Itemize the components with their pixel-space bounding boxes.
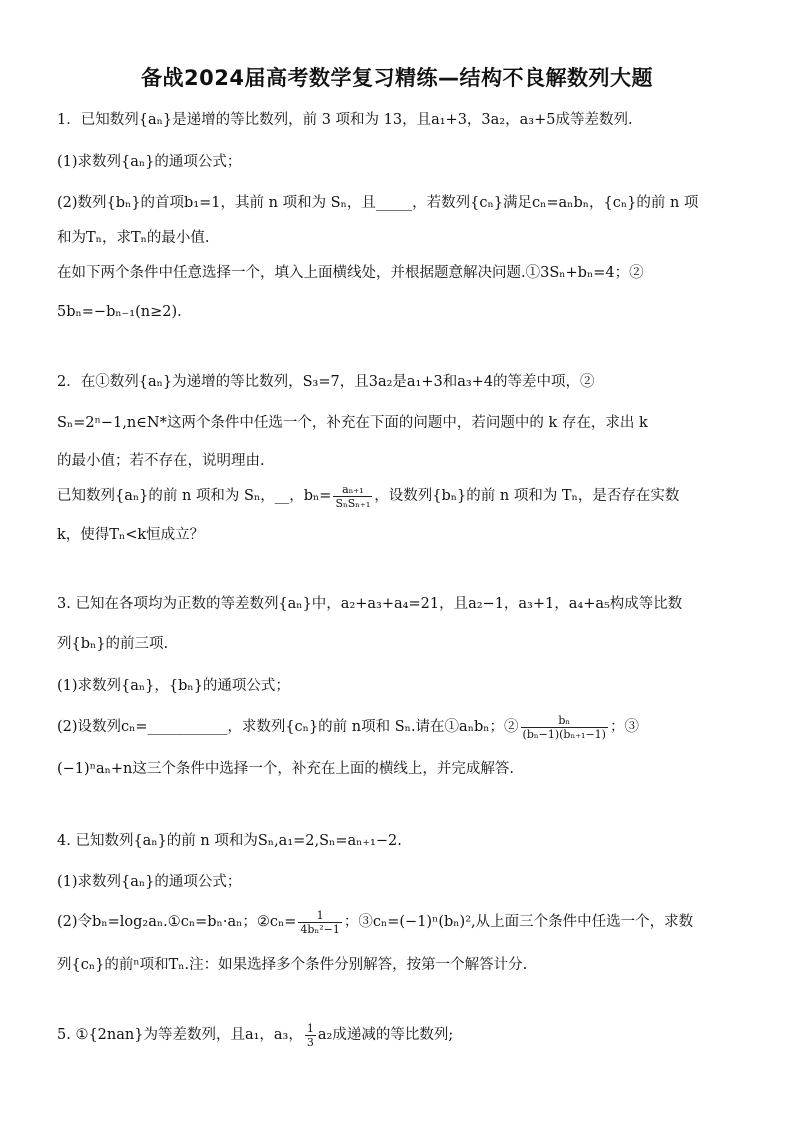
problem-3-part-2-line-2: (−1)ⁿaₙ+n这三个条件中选择一个，补充在上面的横线上，并完成解答. <box>57 761 514 777</box>
problem-2-stem-line-2: Sₙ=2ⁿ−1,n∈N*这两个条件中任选一个，补充在下面的问题中，若问题中的 k 存在，求出 k <box>57 415 648 431</box>
problem-2-b-fraction <box>333 483 372 510</box>
problem-5-text-a: 5. ①{2nan}为等差数列，且a₁，a₃， <box>57 1027 303 1043</box>
problem-1-conditions-line-2: 5bₙ=−bₙ₋₁(n≥2). <box>57 304 182 320</box>
problem-2-question-line-2: k，使得Tₙ<k恒成立？ <box>57 527 205 543</box>
problem-5-stem <box>57 1018 747 1052</box>
problem-1-part-1: (1)求数列{aₙ}的通项公式； <box>57 154 242 170</box>
fraction-denominator: 3 <box>306 1035 314 1049</box>
problem-3-part-2-text-b: ；③ <box>609 719 639 735</box>
problem-5-fraction <box>305 1022 316 1049</box>
fraction-numerator: 1 <box>298 909 341 923</box>
problem-4-part-2-line-2: 列{cₙ}的前ⁿ项和Tₙ.注：如果选择多个条件分别解答，按第一个解答计分. <box>57 957 528 973</box>
problem-2-question-text-b: ，设数列{bₙ}的前 n 项和为 Tₙ，是否存在实数 <box>374 488 680 504</box>
problem-3-part-2-line-1 <box>57 710 747 744</box>
fraction-denominator: SₙSₙ₊₁ <box>335 496 371 510</box>
fraction-numerator: aₙ₊₁ <box>333 483 372 497</box>
problem-1-part-2-line-1: (2)数列{bₙ}的首项b₁=1，其前 n 项和为 Sₙ，且_____，若数列{cₙ}满足cₙ=aₙbₙ，{cₙ}的前 n 项 <box>57 195 699 211</box>
problem-5-text-b: a₂成递减的等比数列; <box>317 1027 454 1043</box>
fraction-denominator: (bₙ−1)(bₙ₊₁−1) <box>522 727 606 741</box>
problem-3-part-2-text-a: (2)设数列cₙ=___________，求数列{cₙ}的前 n项和 Sₙ.请在①aₙbₙ；② <box>57 719 519 735</box>
problem-4-part-2-text-a: (2)令bₙ=log₂aₙ.①cₙ=bₙ·aₙ；②cₙ= <box>57 914 297 930</box>
problem-4-part-2-line-1 <box>57 905 747 939</box>
fraction-numerator: 1 <box>306 1021 314 1035</box>
problem-2-stem-line-3: 的最小值；若不存在，说明理由. <box>57 453 265 469</box>
problem-2-question-text-a: 已知数列{aₙ}的前 n 项和为 Sₙ，__，bₙ= <box>57 488 332 504</box>
problem-4-part-2-text-b: ；③cₙ=(−1)ⁿ(bₙ)²,从上面三个条件中任选一个，求数 <box>343 914 694 930</box>
problem-4-option-2-fraction <box>298 909 341 936</box>
problem-2-question-line-1 <box>57 482 747 510</box>
problem-3-stem-line-1: 3. 已知在各项均为正数的等差数列{aₙ}中，a₂+a₃+a₄=21，且a₂−1，a₃+1，a₄+a₅构成等比数 <box>57 596 683 612</box>
document-title: 备战2024届高考数学复习精练—结构不良解数列大题 <box>141 66 653 90</box>
problem-1-conditions-line-1: 在如下两个条件中任意选择一个，填入上面横线处，并根据题意解决问题.①3Sₙ+bₙ=4；② <box>57 265 644 281</box>
problem-3-part-1: (1)求数列{aₙ}，{bₙ}的通项公式； <box>57 678 290 694</box>
fraction-numerator: bₙ <box>521 714 608 728</box>
problem-1-stem: 1．已知数列{aₙ}是递增的等比数列，前 3 项和为 13，且a₁+3，3a₂，a₃+5成等差数列. <box>57 112 633 128</box>
problem-1-part-2-line-2: 和为Tₙ，求Tₙ的最小值. <box>57 230 210 246</box>
problem-3-option-2-fraction <box>521 714 608 741</box>
problem-3-stem-line-2: 列{bₙ}的前三项. <box>57 636 169 652</box>
fraction-denominator: 4bₙ²−1 <box>300 922 340 936</box>
problem-2-stem-line-1: 2．在①数列{aₙ}为递增的等比数列，S₃=7，且3a₂是a₁+3和a₃+4的等差中项，② <box>57 374 595 390</box>
problem-4-part-1: (1)求数列{aₙ}的通项公式； <box>57 874 242 890</box>
problem-4-stem: 4. 已知数列{aₙ}的前 n 项和为Sₙ,a₁=2,Sₙ=aₙ₊₁−2. <box>57 833 402 849</box>
